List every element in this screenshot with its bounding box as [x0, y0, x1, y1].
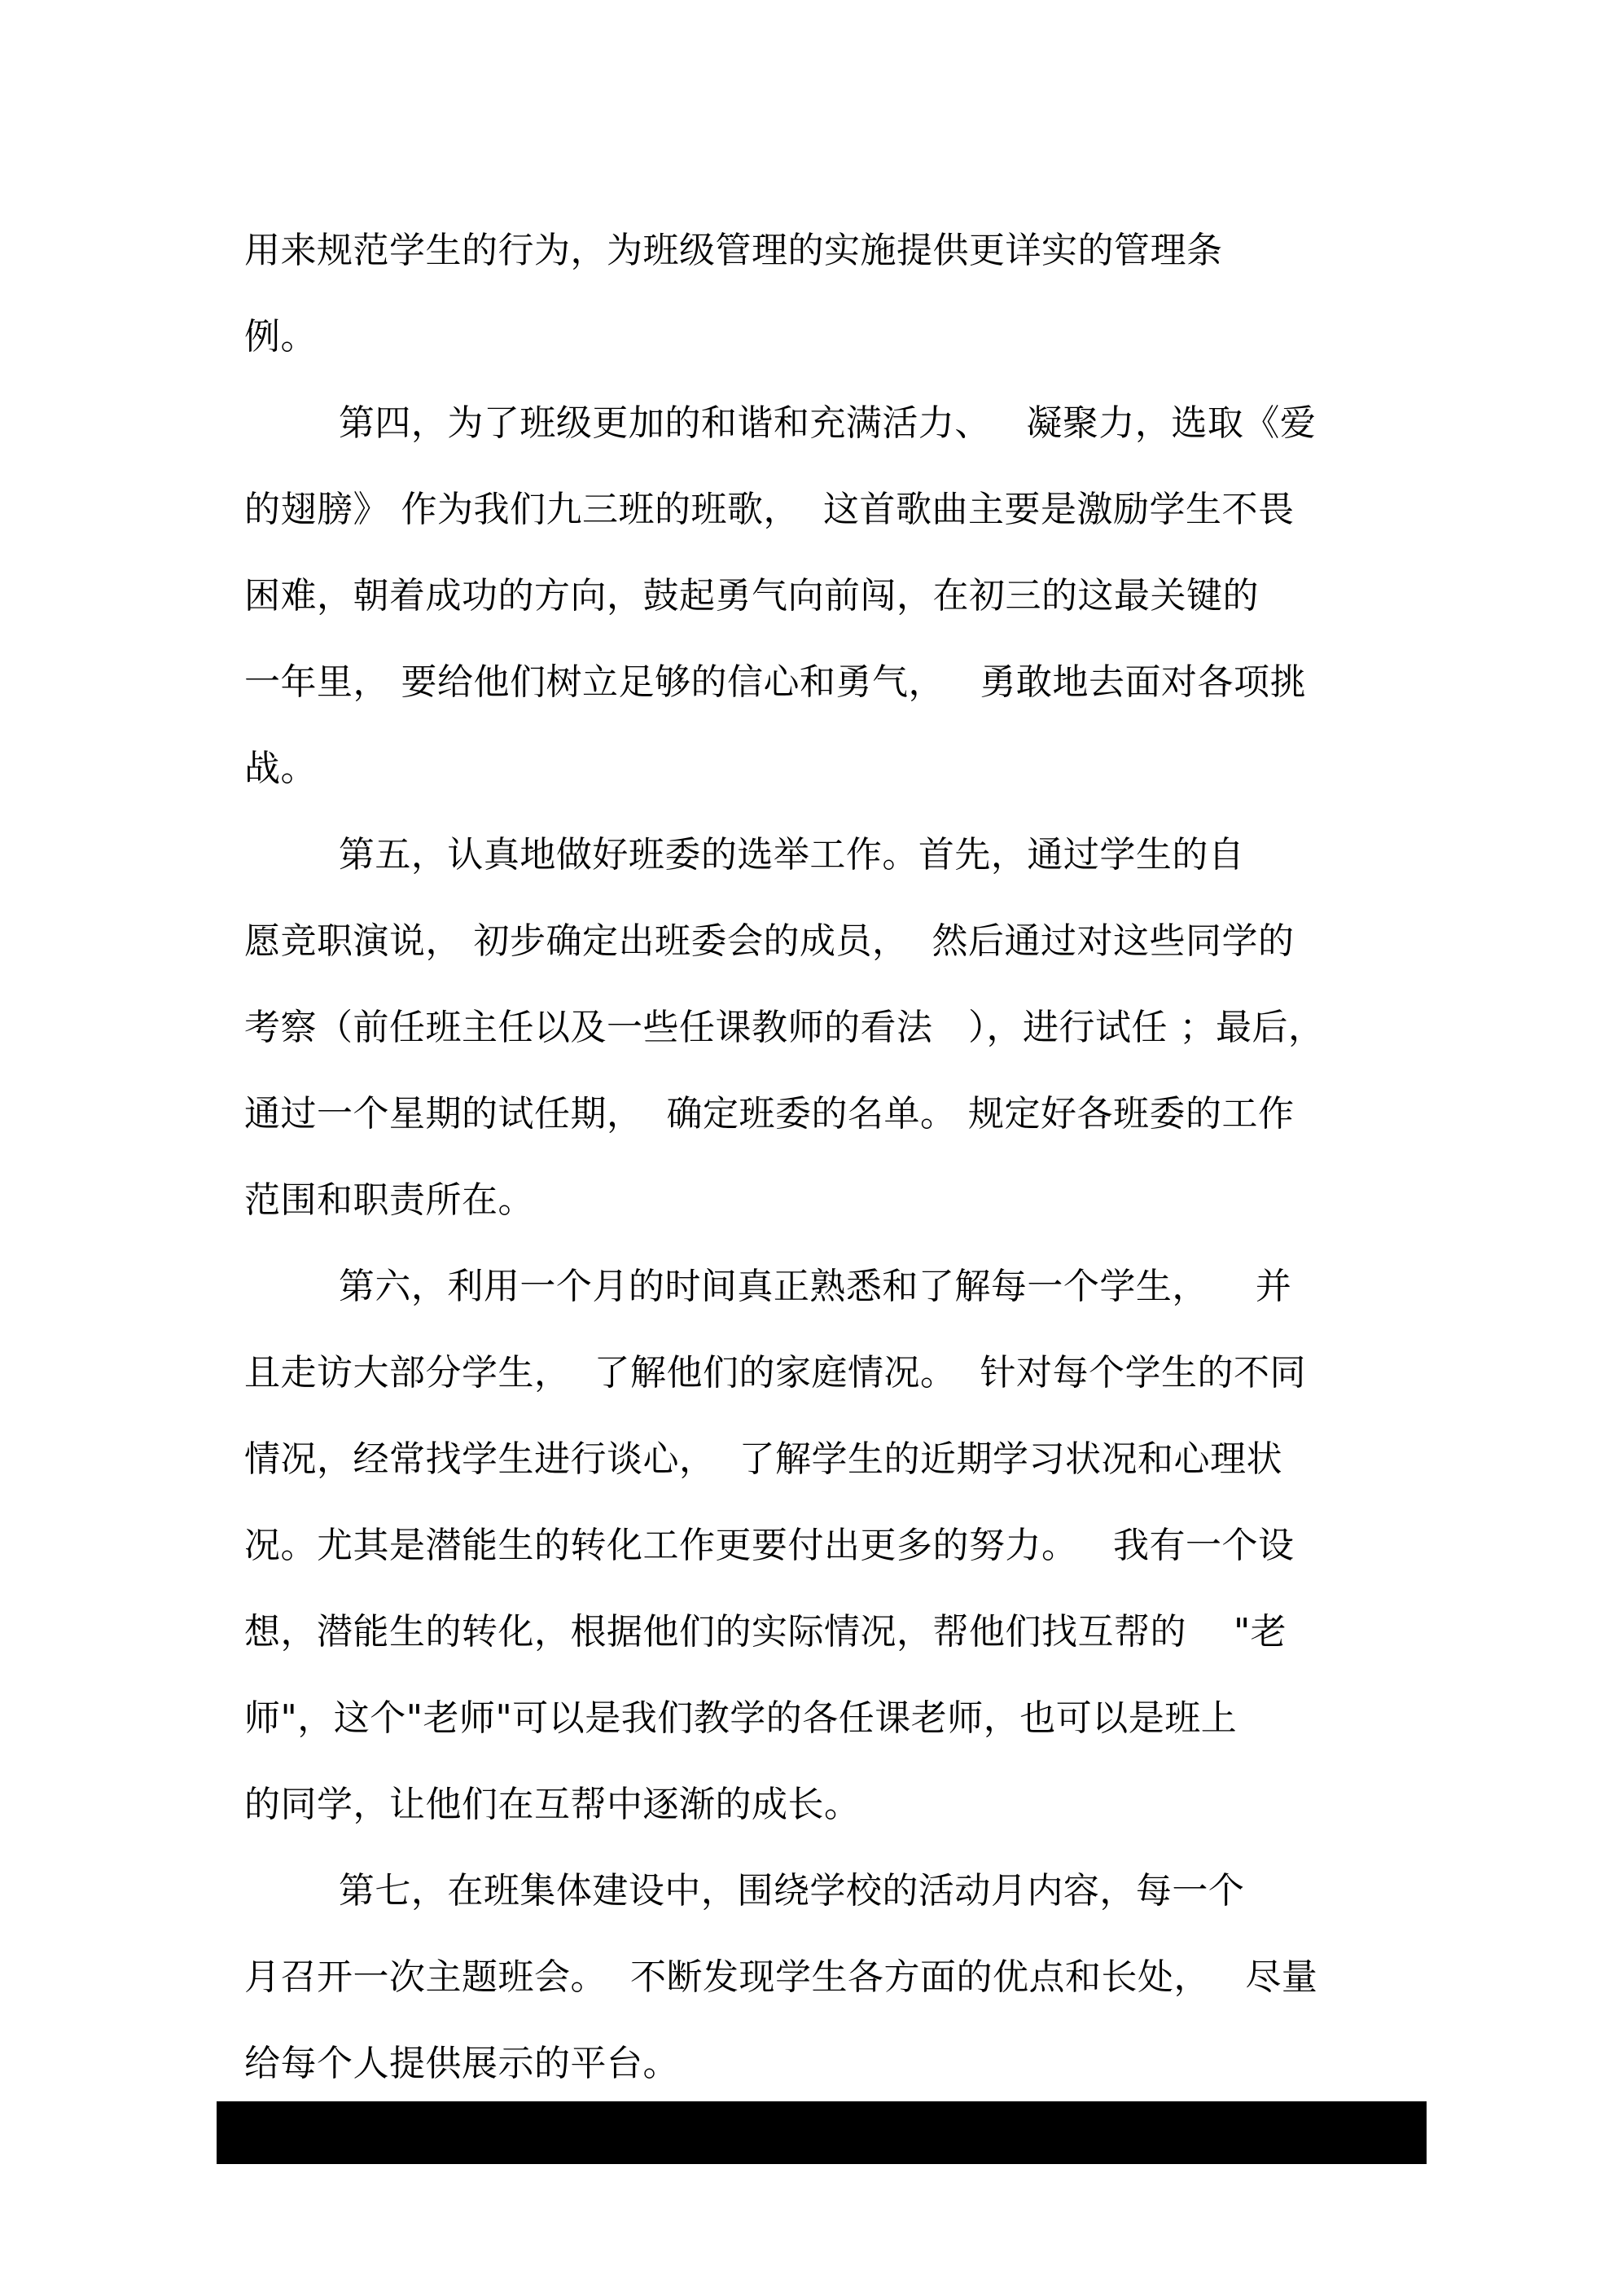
text-line: 通过一个星期的试任期， 确定班委的名单。 规定好各班委的工作	[244, 1093, 1295, 1135]
text-line: 战。	[244, 748, 317, 789]
paragraph-7-start: 第七，在班集体建设中，围绕学校的活动月内容，每一个	[244, 1870, 1245, 1912]
text-line: 且走访大部分学生， 了解他们的家庭情况。 针对每个学生的不同	[244, 1352, 1306, 1394]
text-line: 想，潜能生的转化，根据他们的实际情况，帮他们找互帮的 "老	[244, 1611, 1287, 1653]
text-line: 困难，朝着成功的方向，鼓起勇气向前闯，在初三的这最关键的	[244, 575, 1259, 617]
text-line: 例。	[244, 316, 317, 358]
text-line: 用来规范学生的行为，为班级管理的实施提供更详实的管理条	[244, 230, 1223, 271]
text-line: 情况，经常找学生进行谈心， 了解学生的近期学习状况和心理状	[244, 1438, 1282, 1480]
text-line: 范围和职责所在。	[244, 1179, 534, 1221]
paragraph-4-start: 第四，为了班级更加的和谐和充满活力、 凝聚力，选取《爱	[244, 402, 1317, 444]
text-line: 的翅膀》 作为我们九三班的班歌， 这首歌曲主要是激励学生不畏	[244, 489, 1295, 530]
paragraph-6-start: 第六，利用一个月的时间真正熟悉和了解每一个学生， 并	[244, 1266, 1292, 1307]
text-line: 考察（前任班主任以及一些任课教师的看法 ），进行试任 ；最后，	[244, 1007, 1325, 1048]
text-line: 愿竞职演说， 初步确定出班委会的成员， 然后通过对这些同学的	[244, 920, 1295, 962]
redaction-bar	[217, 2101, 1427, 2164]
text-line: 月召开一次主题班会。 不断发现学生各方面的优点和长处， 尽量	[244, 1956, 1318, 1998]
text-line: 给每个人提供展示的平台。	[244, 2043, 679, 2084]
text-line: 况。尤其是潜能生的转化工作更要付出更多的努力。 我有一个设	[244, 1525, 1295, 1566]
text-line: 一年里， 要给他们树立足够的信心和勇气， 勇敢地去面对各项挑	[244, 661, 1306, 703]
text-line: 师"，这个"老师"可以是我们教学的各任课老师，也可以是班上	[244, 1697, 1238, 1739]
paragraph-5-start: 第五，认真地做好班委的选举工作。首先，通过学生的自	[244, 834, 1245, 876]
text-line: 的同学，让他们在互帮中逐渐的成长。	[244, 1784, 861, 1825]
